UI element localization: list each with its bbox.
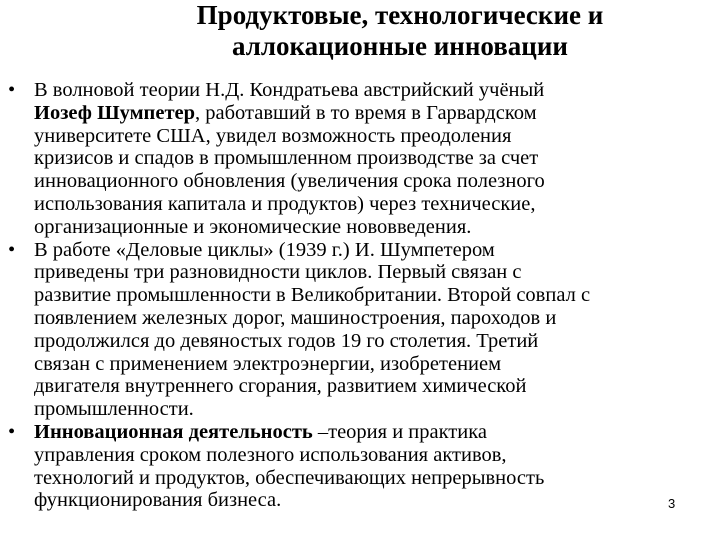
- text-run: организационные и экономические нововведения.: [34, 215, 472, 238]
- text-run: двигателя внутреннего сгорания, развитием химической: [34, 375, 527, 398]
- page-number: 3: [668, 496, 676, 511]
- text-run: инновационного обновления (увеличения срока полезного: [34, 170, 545, 193]
- bullet-marker: •: [8, 79, 16, 101]
- text-run: –теория и практика: [312, 420, 487, 443]
- bullet-text-line: [34, 147, 708, 170]
- text-run: кризисов и спадов в промышленном производстве за счет: [34, 147, 539, 170]
- bullet-text-line: [34, 353, 708, 376]
- bullet-text-line: [34, 330, 708, 353]
- bullet-marker: •: [8, 420, 16, 443]
- bullet-item: [8, 239, 708, 421]
- text-run: функционирования бизнеса.: [34, 489, 282, 512]
- text-run: использования капитала и продуктов) через технические,: [34, 192, 536, 215]
- bold-term: Инновационная деятельность: [34, 420, 313, 443]
- bullet-text-line: [34, 102, 708, 125]
- bullet-text-line: [34, 261, 708, 284]
- bullet-item: [8, 79, 708, 239]
- bullet-text-line: [34, 375, 708, 398]
- text-run: управления сроком полезного использования активов,: [34, 443, 507, 466]
- text-run: развитие промышленности в Великобритании. Второй совпал с: [34, 284, 591, 307]
- bullet-text-line: [34, 307, 708, 330]
- bullet-marker: •: [8, 238, 16, 261]
- bullet-text-line: [34, 489, 708, 512]
- bullet-text-line: [34, 421, 708, 444]
- text-run: промышленности.: [34, 398, 194, 421]
- bullet-text-line: [34, 398, 708, 421]
- bullet-list: [8, 79, 708, 512]
- text-run: университете США, увидел возможность преодоления: [34, 124, 512, 147]
- bullet-text-line: [34, 125, 708, 148]
- bullet-text-line: [34, 444, 708, 467]
- text-run: приведены три разновидности циклов. Первый связан с: [34, 261, 522, 284]
- bullet-text-line: [34, 170, 708, 193]
- bold-term: Иозеф Шумпетер: [34, 101, 196, 124]
- bullet-text-line: [34, 239, 708, 262]
- text-run: технологий и продуктов, обеспечивающих непрерывность: [34, 466, 545, 489]
- slide-title-line-2: аллокационные инновации: [232, 31, 568, 61]
- bullet-text-line: [34, 79, 708, 102]
- slide-title: [150, 0, 650, 62]
- bullet-text-line: [34, 216, 708, 239]
- text-run: появлением железных дорог, машиностроения, пароходов и: [34, 306, 557, 329]
- text-run: продолжился до девяностых годов 19 го столетия. Третий: [34, 329, 539, 352]
- bullet-text-line: [34, 467, 708, 490]
- slide-title-line-1: Продуктовые, технологические и: [196, 0, 604, 30]
- text-run: В волновой теории Н.Д. Кондратьева австрийский учёный: [34, 79, 545, 101]
- bullet-text-line: [34, 193, 708, 216]
- bullet-item: [8, 421, 708, 512]
- text-run: В работе «Деловые циклы» (1939 г.) И. Шумпетером: [34, 238, 495, 261]
- text-run: , работавший в то время в Гарвардском: [195, 101, 537, 124]
- text-run: связан с применением электроэнергии, изобретением: [34, 352, 502, 375]
- bullet-text-line: [34, 284, 708, 307]
